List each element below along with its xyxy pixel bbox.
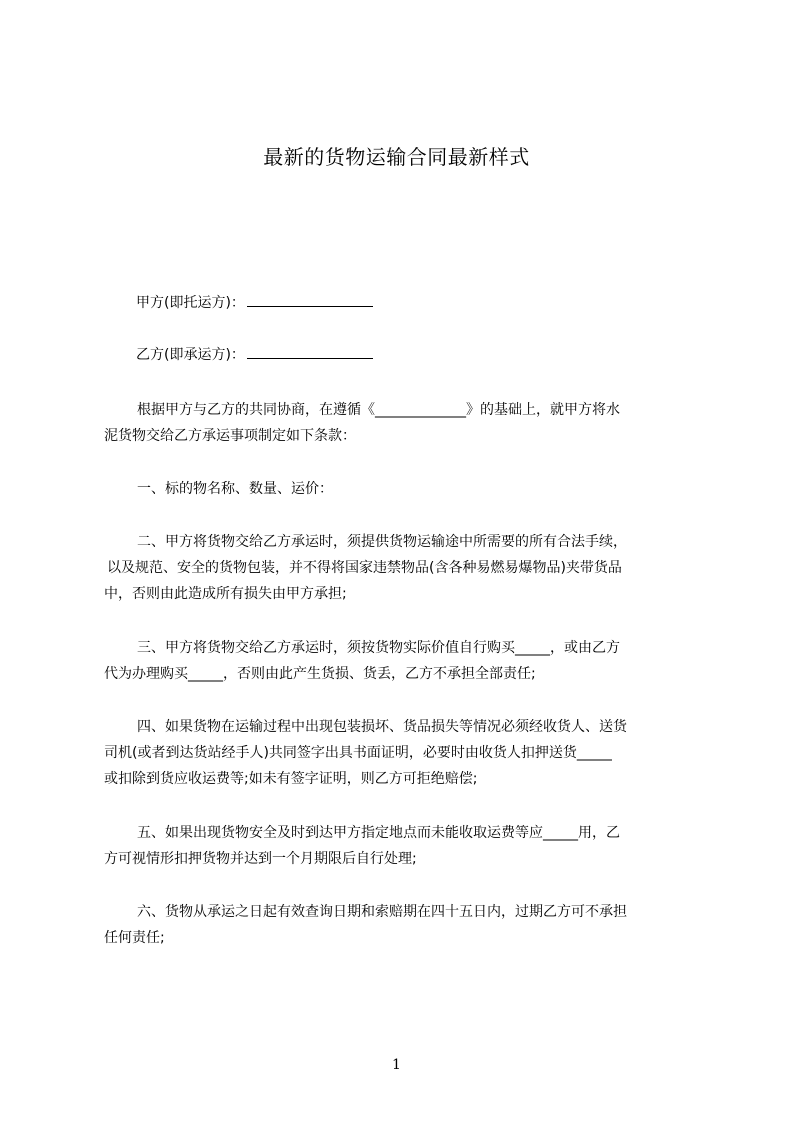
party-b-label: 乙方(即承运方)： <box>136 347 245 363</box>
paragraph-line: 以及规范、安全的货物包装，并不得将国家违禁物品(含各种易燃易爆物品)夹带货品 <box>107 560 622 576</box>
party-a-line <box>136 292 373 313</box>
paragraph-line: 二、甲方将货物交给乙方承运时，须提供货物运输途中所需要的所有合法手续， <box>137 534 627 550</box>
paragraph-clause-5 <box>104 820 700 872</box>
party-b-line <box>136 344 373 365</box>
page-number: 1 <box>392 1057 401 1073</box>
paragraph-line: 泥货物交给乙方承运事项制定如下条款： <box>104 428 356 444</box>
paragraph-clause-2 <box>104 529 700 607</box>
paragraph-line: 根据甲方与乙方的共同协商，在遵循《_____________》的基础上，就甲方将水 <box>137 402 620 418</box>
paragraph-line: 司机(或者到达货站经手人)共同签字出具书面证明，必要时由收货人扣押送货_____ <box>104 745 612 761</box>
paragraph-line: 或扣除到货应收运费等;如未有签字证明，则乙方可拒绝赔偿; <box>104 771 478 787</box>
paragraph-line: 任何责任; <box>104 930 165 946</box>
paragraph-line: 方可视情形扣押货物并达到一个月期限后自行处理; <box>104 851 417 867</box>
party-a-blank <box>247 292 373 307</box>
paragraph-clause-3 <box>104 635 700 687</box>
paragraph-preamble <box>104 397 700 449</box>
paragraph-line: 代为办理购买_____，否则由此产生货损、货丢，乙方不承担全部责任; <box>104 666 536 682</box>
paragraph-line: 四、如果货物在运输过程中出现包装损坏、货品损失等情况必须经收货人、送货 <box>137 719 627 735</box>
paragraph-line: 三、甲方将货物交给乙方承运时，须按货物实际价值自行购买_____，或由乙方 <box>137 640 620 656</box>
paragraph-line: 一、标的物名称、数量、运价： <box>137 481 333 497</box>
paragraph-line: 中，否则由此造成所有损失由甲方承担; <box>104 586 347 602</box>
paragraph-line: 五、如果出现货物安全及时到达甲方指定地点而未能收取运费等应_____用，乙 <box>137 825 620 841</box>
party-a-label: 甲方(即托运方)： <box>136 295 245 311</box>
document-title: 最新的货物运输合同最新样式 <box>263 145 530 169</box>
paragraph-clause-6 <box>104 899 700 951</box>
party-b-blank <box>247 344 373 359</box>
paragraph-line: 六、货物从承运之日起有效查询日期和索赔期在四十五日内，过期乙方可不承担 <box>137 904 627 920</box>
paragraph-clause-4 <box>104 714 700 792</box>
paragraph-clause-1 <box>104 476 700 502</box>
